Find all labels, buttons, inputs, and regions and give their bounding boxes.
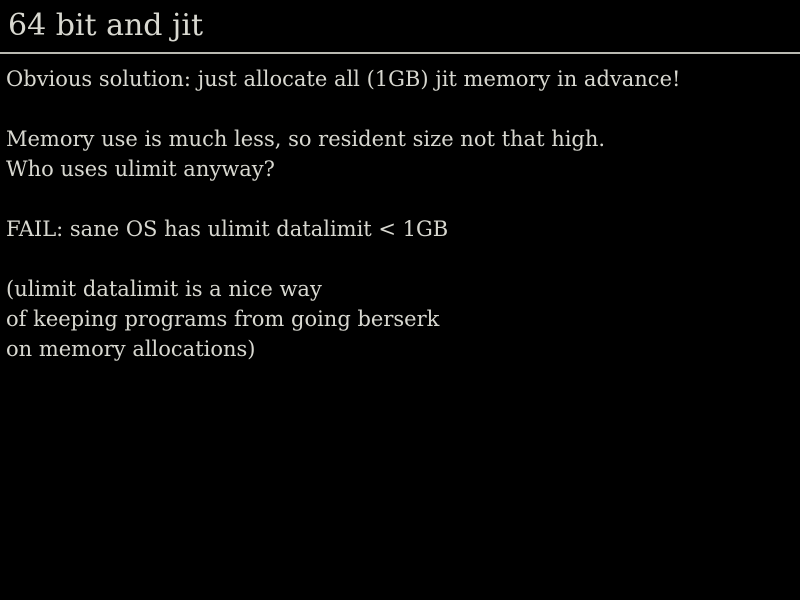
body-line	[6, 244, 794, 274]
page-title: 64 bit and jit	[8, 8, 203, 43]
body-line	[6, 184, 794, 214]
body-line	[6, 94, 794, 124]
body-line: FAIL: sane OS has ulimit datalimit < 1GB	[6, 217, 449, 241]
body-line: Memory use is much less, so resident size not that high.	[6, 127, 606, 151]
slide-body	[6, 64, 794, 364]
body-line: Obvious solution: just allocate all (1GB) jit memory in advance!	[6, 67, 681, 91]
body-line: Who uses ulimit anyway?	[6, 157, 275, 181]
body-line: (ulimit datalimit is a nice way	[6, 277, 322, 301]
title-divider	[0, 52, 800, 54]
body-line: on memory allocations)	[6, 337, 256, 361]
body-line: of keeping programs from going berserk	[6, 307, 440, 331]
